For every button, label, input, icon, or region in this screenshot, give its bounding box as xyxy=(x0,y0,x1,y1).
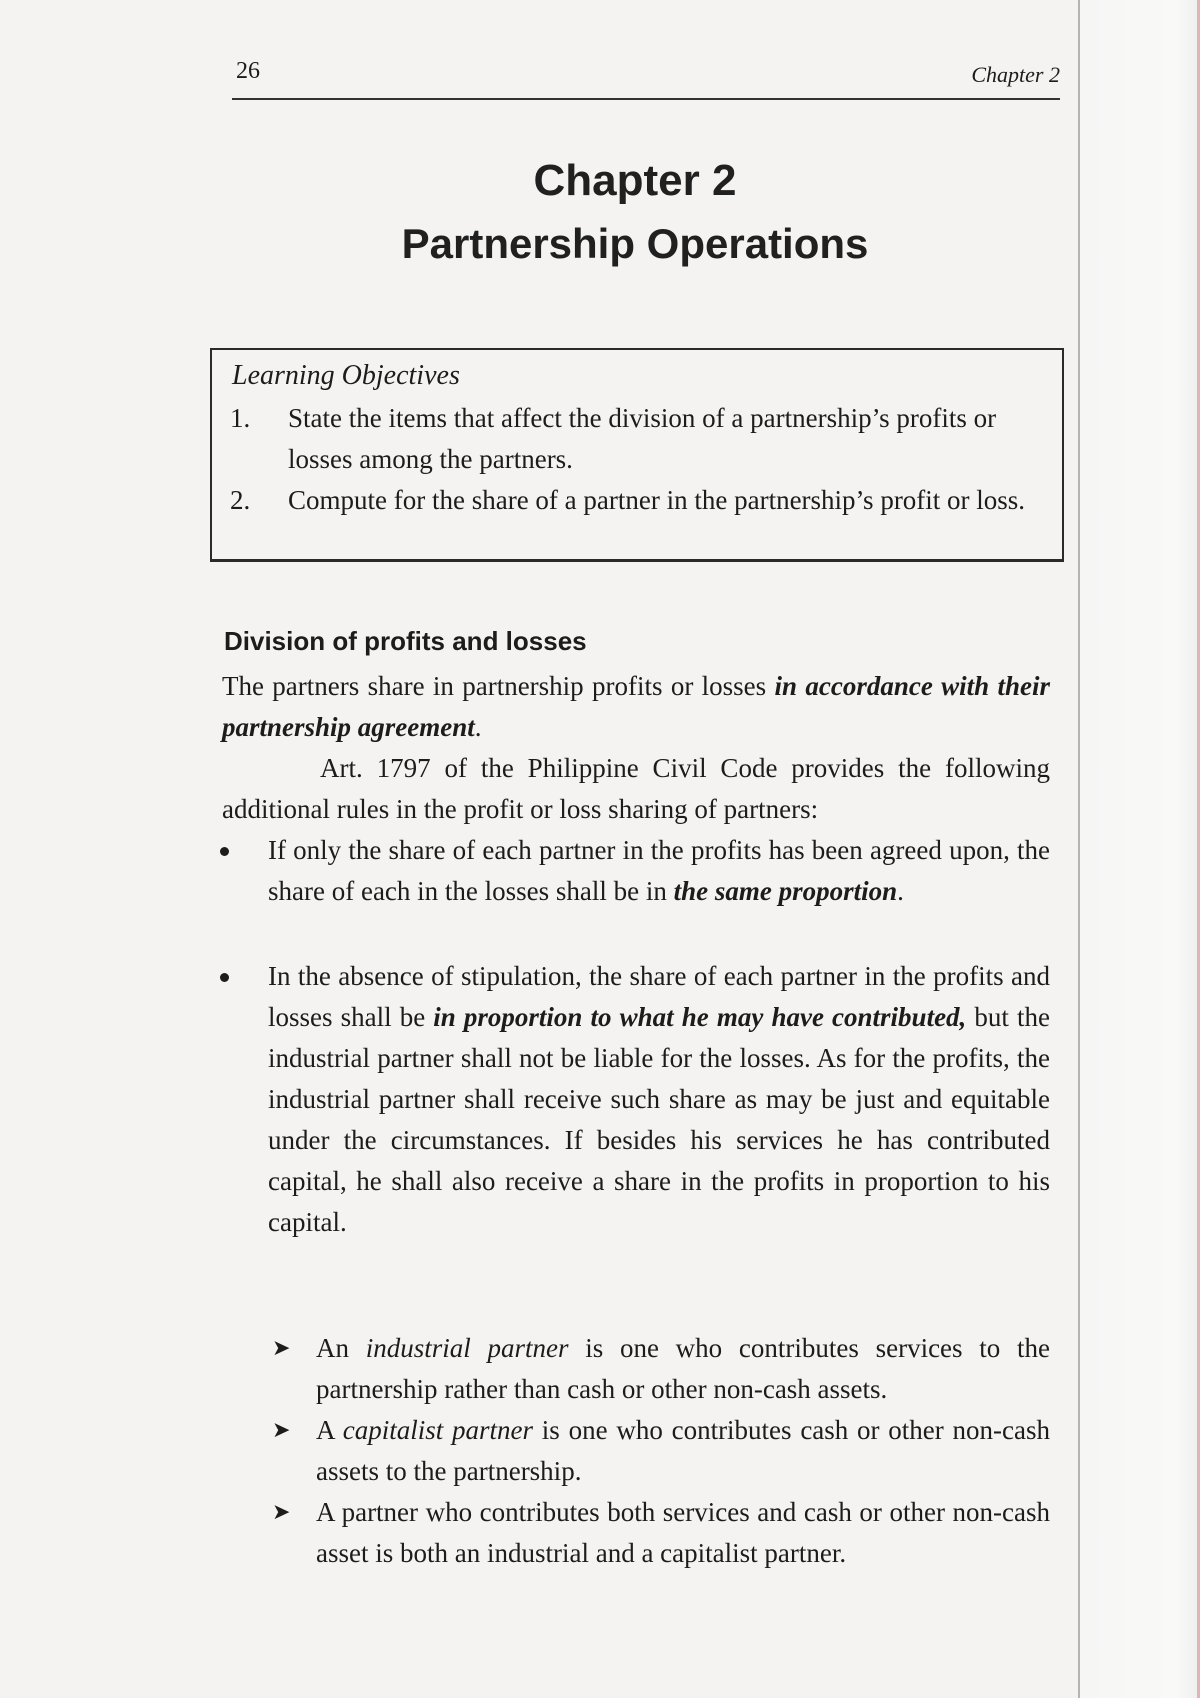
definition-text xyxy=(316,1410,1050,1492)
bullet-dot-icon xyxy=(220,847,229,856)
definition-text-part: A xyxy=(316,1415,343,1445)
bullet-emphasis: the same proportion xyxy=(673,876,898,906)
objective-number: 2. xyxy=(230,485,251,515)
article-paragraph: Art. 1797 of the Philippine Civil Code provides the following additional rules in the profit or loss sharing of partners: xyxy=(222,753,1050,824)
bullet-text-part: If only the share of each partner in the profits has been agreed upon, the share of each in the losses shall be in xyxy=(268,835,1050,906)
definition-text-end: is one who contributes cash or other non-cash assets to the partnership. xyxy=(316,1415,1051,1486)
definition-term: capitalist partner xyxy=(342,1415,534,1445)
bullet-text xyxy=(268,830,1050,912)
running-head: Chapter 2 xyxy=(971,62,1060,87)
page-header xyxy=(232,54,1060,100)
arrowhead-icon: ➤ xyxy=(272,1500,291,1525)
bullet-dot-icon xyxy=(220,973,229,982)
chapter-title: Partnership Operations xyxy=(401,220,869,267)
objective-number: 1. xyxy=(230,403,251,433)
arrowhead-icon: ➤ xyxy=(272,1418,291,1443)
bullet-text-part: In the absence of stipulation, the share of each partner in the profits and losses shall be xyxy=(268,961,1050,1032)
bullet-text xyxy=(268,956,1050,1243)
chapter-number: Chapter 2 xyxy=(533,156,737,205)
bullet-text-end: but the industrial partner shall not be liable for the losses. As for the profits, the industrial partner shall receive such share as may be just and equitable under the circumstances. If besides his services he has contributed capital, he shall also receive a share in the profits in proportion to his capital. xyxy=(268,1002,1050,1237)
bullet-text-end: . xyxy=(897,876,904,906)
intro-text-start: The partners share in partnership profits or losses xyxy=(222,671,775,701)
definition-text-part: An xyxy=(316,1333,366,1363)
learning-objectives-box xyxy=(210,348,1064,562)
arrowhead-icon: ➤ xyxy=(272,1336,291,1361)
intro-emphasis: in accordance with their partnership agreement xyxy=(222,671,1051,742)
section-heading: Division of profits and losses xyxy=(224,626,587,656)
objective-text: State the items that affect the division of a partnership’s profits or losses among the partners. xyxy=(288,403,997,474)
bullet-emphasis: in proportion to what he may have contributed, xyxy=(433,1002,967,1032)
intro-text-end: . xyxy=(474,712,482,742)
page-number: 26 xyxy=(236,58,260,84)
definition-text-part: A partner who contributes both services and cash or other non-cash asset is both an industrial and a capitalist partner. xyxy=(316,1497,1050,1568)
definition-text xyxy=(316,1328,1050,1410)
definition-term: industrial partner xyxy=(365,1333,569,1363)
intro-paragraph xyxy=(222,666,1050,748)
objectives-title: Learning Objectives xyxy=(232,360,460,391)
definition-text xyxy=(316,1492,1050,1574)
definition-text-end: is one who contributes services to the partnership rather than cash or other non-cash assets. xyxy=(316,1333,1050,1404)
objective-text: Compute for the share of a partner in the partnership’s profit or loss. xyxy=(288,485,1026,515)
